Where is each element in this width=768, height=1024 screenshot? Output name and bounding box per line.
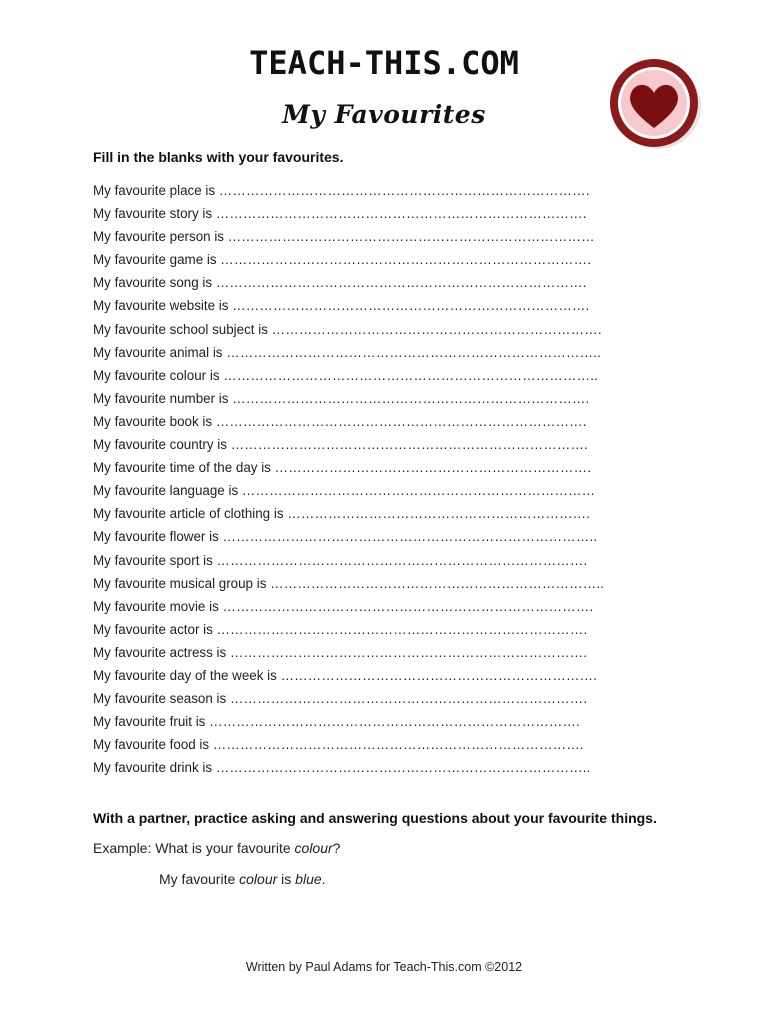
blank-line[interactable]: ……………………………………………………………………….. bbox=[226, 344, 602, 360]
blank-line[interactable]: ……………………………………………………………………. bbox=[230, 437, 588, 453]
item-label: My favourite game is bbox=[93, 252, 217, 268]
item-label: My favourite season is bbox=[93, 691, 227, 707]
item-label: My favourite food is bbox=[93, 737, 210, 753]
blank-line[interactable]: ………………………………………………………………………. bbox=[222, 598, 594, 614]
blank-line[interactable]: ………………………………………………………………………. bbox=[212, 737, 584, 753]
list-item bbox=[93, 735, 638, 758]
fill-in-list bbox=[93, 181, 638, 781]
answer-italic-1: colour bbox=[239, 871, 278, 887]
item-label: My favourite school subject is bbox=[93, 321, 268, 337]
list-item bbox=[93, 643, 638, 666]
item-label: My favourite website is bbox=[93, 298, 229, 314]
example-answer bbox=[159, 871, 326, 887]
instruction-text: Fill in the blanks with your favourites. bbox=[93, 149, 344, 165]
blank-line[interactable]: ……………………………………………………………………… bbox=[227, 229, 595, 245]
blank-line[interactable]: ……………………………………………………………. bbox=[280, 667, 598, 683]
item-label: My favourite book is bbox=[93, 413, 213, 429]
item-label: My favourite actress is bbox=[93, 644, 227, 660]
list-item bbox=[93, 343, 638, 366]
list-item bbox=[93, 620, 638, 643]
list-item bbox=[93, 273, 638, 296]
list-item bbox=[93, 389, 638, 412]
blank-line[interactable]: ……………………………………………………………………. bbox=[229, 644, 588, 660]
example-italic: colour bbox=[294, 840, 333, 856]
list-item bbox=[93, 366, 638, 389]
blank-line[interactable]: ……………………………………………………………………. bbox=[229, 691, 588, 707]
blank-line[interactable]: ………………………………………………………………………. bbox=[209, 714, 580, 730]
footer-credit: Written by Paul Adams for Teach-This.com ©2012 bbox=[245, 960, 523, 974]
blank-line[interactable]: ………………………………………………………………………. bbox=[216, 621, 588, 637]
list-item bbox=[93, 435, 638, 458]
item-label: My favourite flower is bbox=[93, 529, 219, 545]
list-item bbox=[93, 320, 638, 343]
item-label: My favourite sport is bbox=[93, 552, 213, 568]
list-item bbox=[93, 412, 638, 435]
heart-icon bbox=[604, 58, 704, 152]
partner-instruction: With a partner, practice asking and answering questions about your favourite things. bbox=[93, 810, 657, 826]
list-item bbox=[93, 458, 638, 481]
item-label: My favourite song is bbox=[93, 275, 213, 291]
item-label: My favourite language is bbox=[93, 483, 239, 499]
blank-line[interactable]: ………………………………………………………………………. bbox=[215, 206, 587, 222]
blank-line[interactable]: ……………………………………………………………………….. bbox=[215, 760, 591, 776]
list-item bbox=[93, 551, 638, 574]
item-label: My favourite country is bbox=[93, 437, 227, 453]
list-item bbox=[93, 574, 638, 597]
item-label: My favourite colour is bbox=[93, 367, 220, 383]
item-label: My favourite animal is bbox=[93, 344, 223, 360]
site-title: TEACH-THIS.COM bbox=[249, 44, 519, 82]
item-label: My favourite article of clothing is bbox=[93, 506, 284, 522]
list-item bbox=[93, 712, 638, 735]
list-item bbox=[93, 181, 638, 204]
blank-line[interactable]: ………………………………………………………………………. bbox=[215, 275, 587, 291]
blank-line[interactable]: ……………………………………………………………………….. bbox=[222, 529, 598, 545]
list-item bbox=[93, 250, 638, 273]
blank-line[interactable]: ……………………………………………………………. bbox=[274, 460, 592, 476]
example-prefix: Example: What is your favourite bbox=[93, 840, 295, 856]
answer-middle: is bbox=[277, 871, 296, 887]
answer-prefix: My favourite bbox=[159, 871, 240, 887]
item-label: My favourite musical group is bbox=[93, 575, 267, 591]
item-label: My favourite time of the day is bbox=[93, 460, 271, 476]
list-item bbox=[93, 296, 638, 319]
item-label: My favourite drink is bbox=[93, 760, 213, 776]
item-label: My favourite actor is bbox=[93, 621, 213, 637]
item-label: My favourite fruit is bbox=[93, 714, 206, 730]
list-item bbox=[93, 527, 638, 550]
list-item bbox=[93, 666, 638, 689]
blank-line[interactable]: …………………………………………………………. bbox=[287, 506, 591, 522]
blank-line[interactable]: ………………………………………………………………………. bbox=[218, 183, 590, 198]
blank-line[interactable]: ………………………………………………………………………. bbox=[215, 413, 587, 429]
example-suffix: ? bbox=[332, 840, 341, 856]
item-label: My favourite story is bbox=[93, 206, 213, 222]
blank-line[interactable]: ……………………………………………………………………….. bbox=[223, 367, 599, 383]
blank-line[interactable]: ……………………………………………………………………. bbox=[232, 298, 590, 314]
blank-line[interactable]: ………………………………………………………………………. bbox=[220, 252, 592, 268]
item-label: My favourite movie is bbox=[93, 598, 219, 614]
item-label: My favourite place is bbox=[93, 183, 216, 198]
answer-suffix: . bbox=[321, 871, 326, 887]
list-item bbox=[93, 597, 638, 620]
list-item bbox=[93, 758, 638, 781]
list-item bbox=[93, 689, 638, 712]
blank-line[interactable]: ………………………………………………………………………. bbox=[216, 552, 588, 568]
list-item bbox=[93, 204, 638, 227]
list-item bbox=[93, 227, 638, 250]
item-label: My favourite number is bbox=[93, 390, 229, 406]
blank-line[interactable]: …………………………………………………………………… bbox=[241, 483, 596, 499]
blank-line[interactable]: ……………………………………………………………………. bbox=[232, 390, 590, 406]
list-item bbox=[93, 481, 638, 504]
example-question bbox=[93, 840, 340, 856]
blank-line[interactable]: ……………………………………………………………….. bbox=[270, 575, 605, 591]
page-title: My Favourites bbox=[282, 100, 486, 129]
item-label: My favourite day of the week is bbox=[93, 667, 277, 683]
list-item bbox=[93, 504, 638, 527]
item-label: My favourite person is bbox=[93, 229, 224, 245]
answer-italic-2: blue bbox=[295, 871, 322, 887]
blank-line[interactable]: ………………………………………………………………. bbox=[271, 321, 602, 337]
